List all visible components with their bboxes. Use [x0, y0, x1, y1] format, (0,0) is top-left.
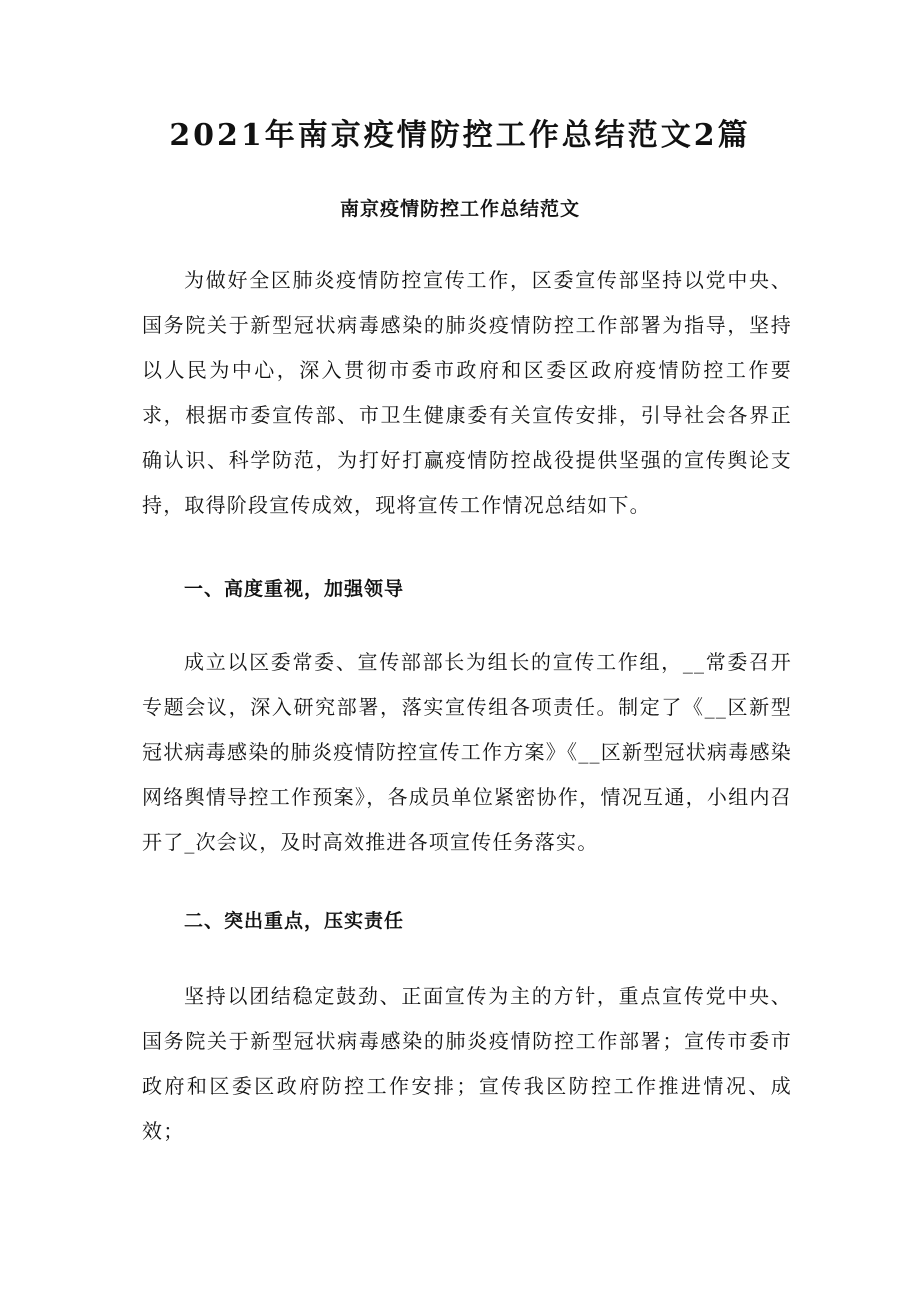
section-heading-2: 二、突出重点，压实责任: [184, 910, 405, 932]
paragraph-intro: 为做好全区肺炎疫情防控宣传工作，区委宣传部坚持以党中央、国务院关于新型冠状病毒感染的肺炎疫情防控工作部署为指导，坚持以人民为中心，深入贯彻市委市政府和区委区政府疫情防控工作要求，根据市委宣传部、市卫生健康委有关宣传安排，引导社会各界正确认识、科学防范，为打好打赢疫情防控战役提供坚强的宣传舆论支持，取得阶段宣传成效，现将宣传工作情况总结如下。: [142, 268, 792, 517]
document-title: 2021年南京疫情防控工作总结范文2篇: [169, 118, 751, 153]
paragraph-section-2: 坚持以团结稳定鼓劲、正面宣传为主的方针，重点宣传党中央、国务院关于新型冠状病毒感染的肺炎疫情防控工作部署；宣传市委市政府和区委区政府防控工作安排；宣传我区防控工作推进情况、成效；: [142, 984, 792, 1143]
document-subtitle: 南京疫情防控工作总结范文: [339, 198, 580, 220]
paragraph-section-1: 成立以区委常委、宣传部部长为组长的宣传工作组，__常委召开专题会议，深入研究部署，落实宣传组各项责任。制定了《__区新型冠状病毒感染的肺炎疫情防控宣传工作方案》《__区新型冠状病毒感染网络舆情导控工作预案》，各成员单位紧密协作，情况互通，小组内召开了_次会议，及时高效推进各项宣传任务落实。: [142, 650, 792, 854]
section-heading-1: 一、高度重视，加强领导: [184, 578, 405, 600]
